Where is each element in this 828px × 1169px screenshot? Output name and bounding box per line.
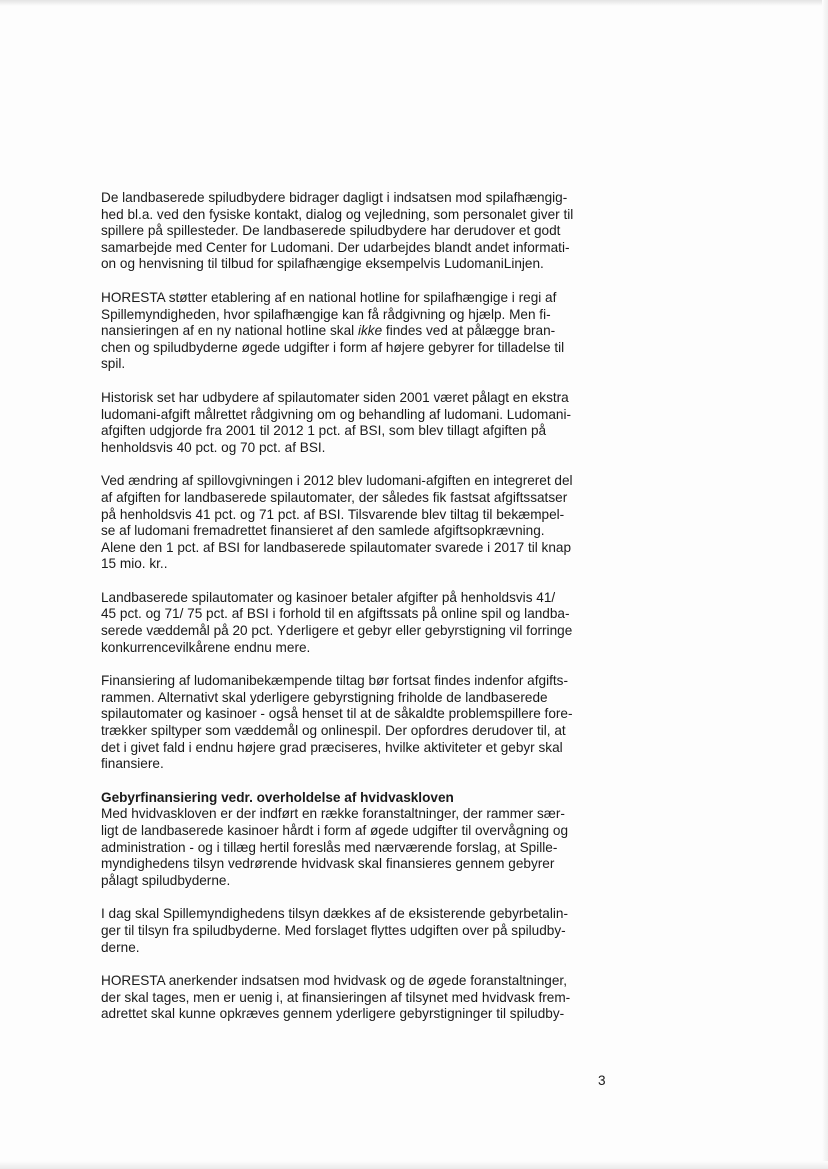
paragraph-financing: Finansiering af ludomanibekæmpende tiltag bør fortsat findes indenfor afgifts- rammen. Alternativt skal yderligere gebyrstigning friholde de landbaserede spilautomater og kasinoer - også henset til at de såkaldte problemspillere fore- trækker spiltyper som væddemål og onlinespil. Der opfordres derudover til, at det i givet fald i endnu højere grad præciseres, hvilke aktiviteter et gebyr skal finansiere. [101, 673, 573, 772]
paragraph-retail-operators: De landbaserede spiludbydere bidrager dagligt i indsatsen mod spilafhængig- hed bl.a. ved den fysiske kontakt, dialog og vejledning, som personalet giver til spillere på spillesteder. De landbaserede spiludbydere har derudover et godt samarbejde med Center for Ludomani. Der udarbejdes blandt andet informati- on og henvisning til tilbud for spilafhængige eksempelvis LudomaniLinjen. [101, 190, 574, 272]
paragraph-history: Historisk set har udbydere af spilautomater siden 2001 været pålagt en ekstra ludomani-afgift målrettet rådgivning om og behandling af ludomani. Ludomani- afgiften udgjorde fra 2001 til 2012 1 pct. af BSI, som blev tillagt afgiften på henholdsvis 40 pct. og 70 pct. af BSI. [101, 389, 572, 455]
hotline-text-end: findes ved at pålægge bran- chen og spiludbyderne øgede udgifter i form af højere gebyrer for tilladelse til spil. [101, 323, 565, 372]
page-number: 3 [598, 1073, 606, 1088]
paragraph-tax-rates: Landbaserede spilautomater og kasinoer betaler afgifter på henholdsvis 41/ 45 pct. og 71/ 75 pct. af BSI i forhold til en afgiftssats på online spil og landba- serede væddemål på 20 pct. Yderligere et gebyr eller gebyrstigning vil forringe konkurrencevilkårene endnu mere. [101, 589, 573, 655]
paragraph-national-hotline [101, 290, 611, 373]
paragraph-legislation-2012: Ved ændring af spillovgivningen i 2012 blev ludomani-afgiften en integreret del af afgiften for landbaserede spilautomater, der således fik fastsat afgiftssatser på henholdsvis 41 pct. og 71 pct. af BSI. Tilsvarende blev tiltag til bekæmpel- se af ludomani fremadrettet finansieret af den samlede afgiftsopkrævning. Alene den 1 pct. af BSI for landbaserede spilautomater svarede i 2017 til knap 15 mio. kr.. [101, 473, 573, 572]
section-heading: Gebyrfinansiering vedr. overholdelse af hvidvaskloven [101, 789, 454, 805]
hotline-text-start: HORESTA støtter etablering af en national hotline for spilafhængige i regi af Spillemyndigheden, hvor spilafhængige kan få rådgivning og hjælp. Men fi- nansieringen af en ny national hotline skal [101, 289, 557, 339]
scan-bottom-edge [0, 1161, 828, 1169]
paragraph-horesta-position: HORESTA anerkender indsatsen mod hvidvask og de øgede foranstaltninger, der skal tages, men er uenig i, at finansieringen af tilsynet med hvidvask frem- adrettet skal kunne opkræves gennem yderligere gebyrstigninger til spiludby- [101, 973, 571, 1022]
scan-top-edge [0, 0, 828, 6]
paragraph-money-laundering-act: Med hvidvaskloven er der indført en række foranstaltninger, der rammer sær- ligt de landbaserede kasinoer hårdt i form af øgede udgifter til overvågning og administration - og i tillæg hertil foreslås med nærværende forslag, at Spille- myndighedens tilsyn vedrørende hvidvask skal finansieres gennem gebyrer pålagt spiludbyderne. [101, 806, 568, 888]
scan-right-edge [822, 0, 828, 1169]
emphasis-ikke: ikke [357, 323, 383, 339]
document-body [101, 190, 611, 1023]
paragraph-supervision-fees: I dag skal Spillemyndighedens tilsyn dækkes af de eksisterende gebyrbetalin- ger til tilsyn fra spiludbyderne. Med forslaget flyttes udgiften over på spiludby- derne. [101, 906, 568, 955]
